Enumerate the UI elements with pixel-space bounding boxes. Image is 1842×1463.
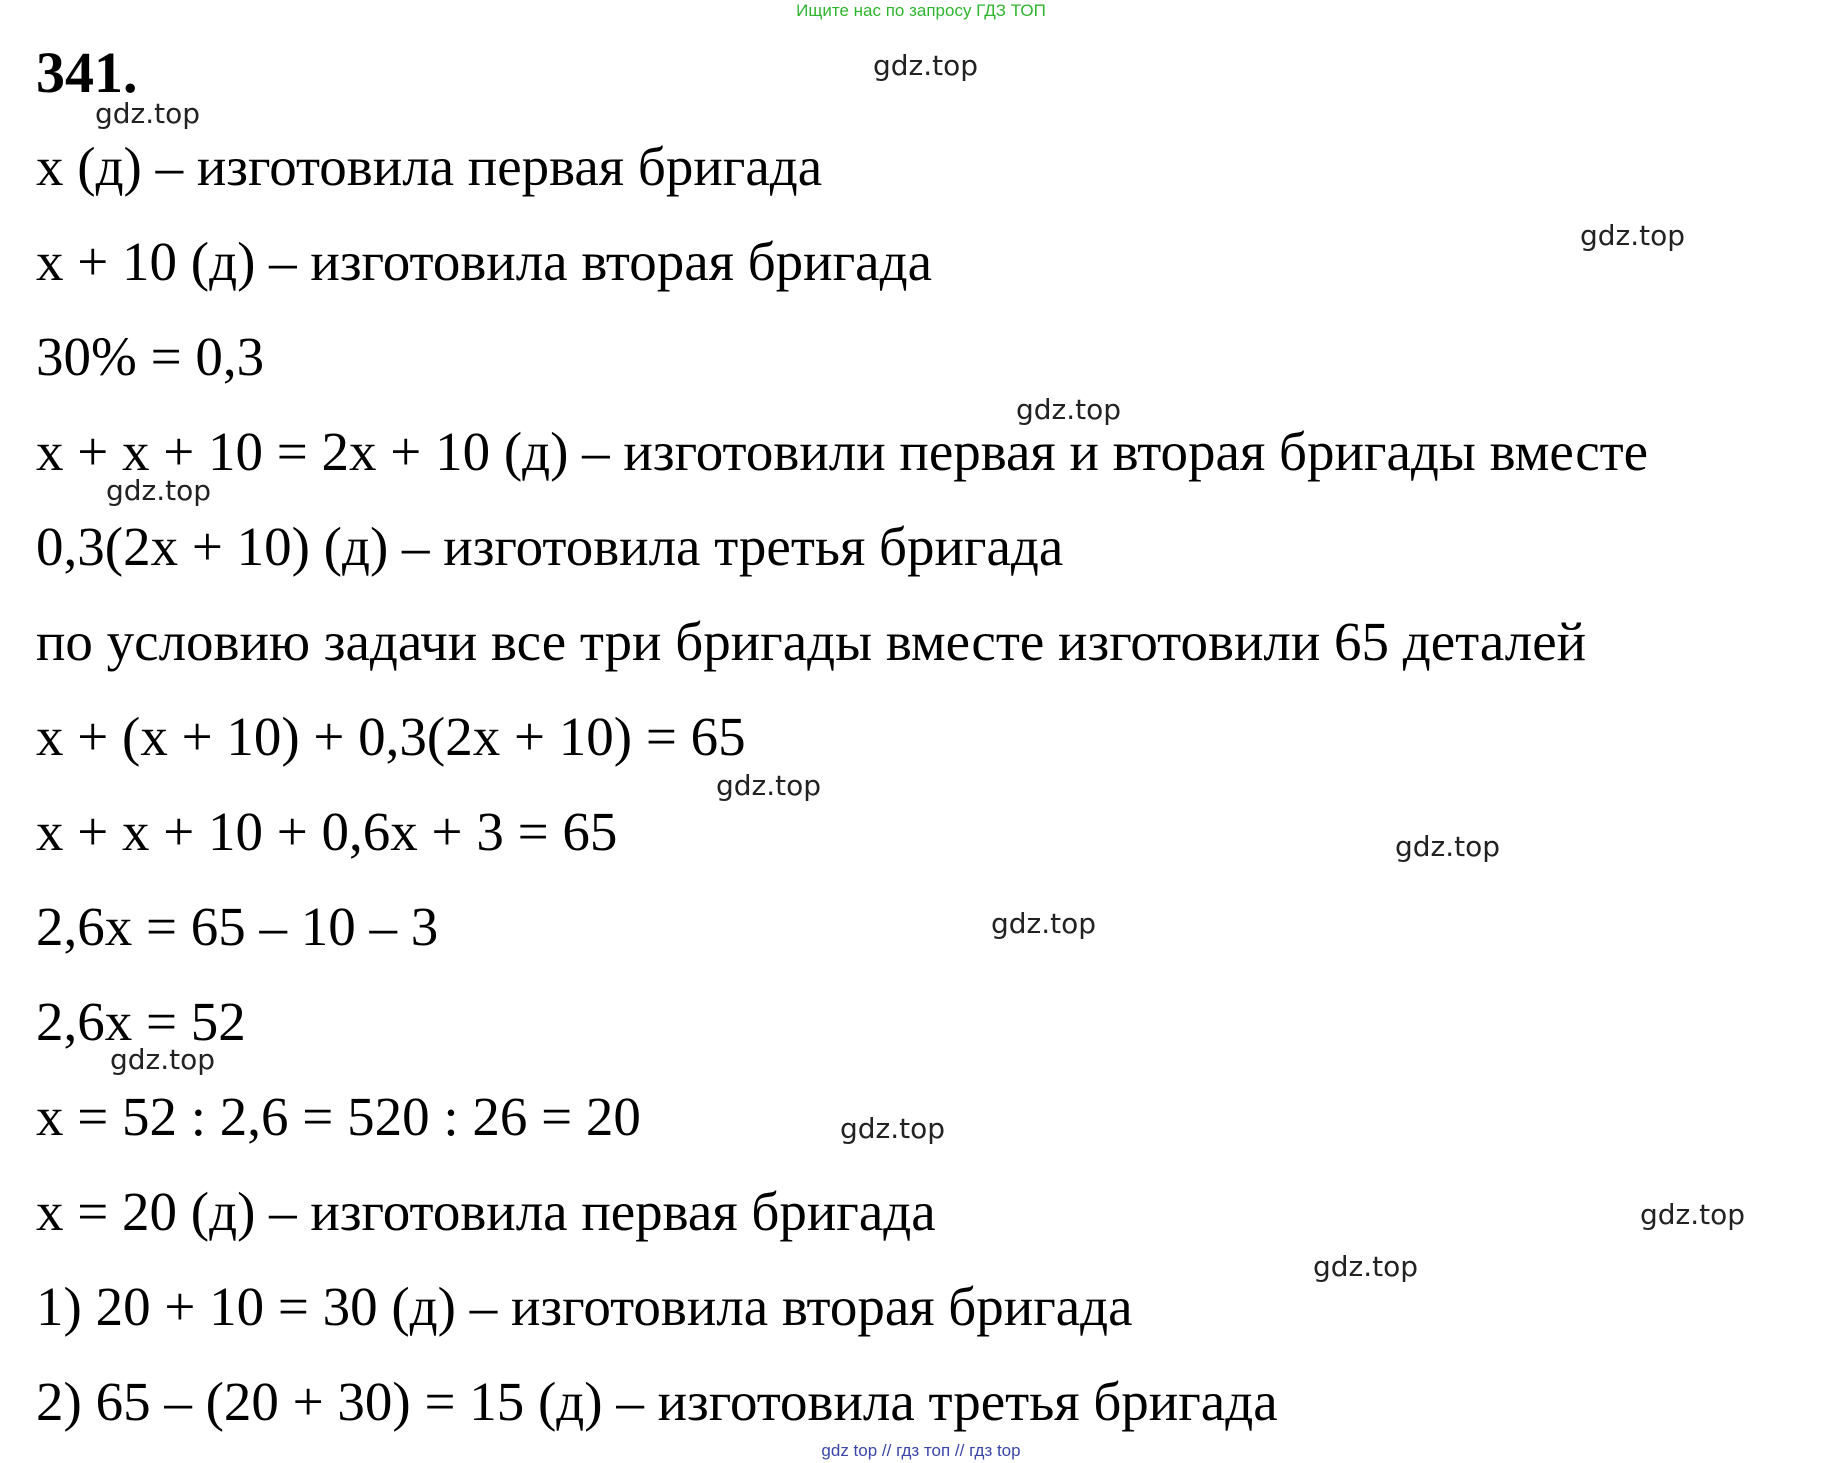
solution-line: x + 10 (д) – изготовила вторая бригада — [36, 231, 932, 292]
solution-line: 2,6x = 52 — [36, 991, 246, 1052]
task-number: 341. — [36, 40, 138, 105]
solution-line: 2) 65 – (20 + 30) = 15 (д) – изготовила третья бригада — [36, 1371, 1278, 1432]
watermark: gdz.top — [110, 1043, 216, 1076]
solution-line: 30% = 0,3 — [36, 326, 265, 387]
solution-line: 1) 20 + 10 = 30 (д) – изготовила вторая бригада — [36, 1276, 1133, 1337]
watermark: gdz.top — [1580, 219, 1686, 252]
solution-line: 0,3(2x + 10) (д) – изготовила третья бригада — [36, 516, 1064, 577]
solution-line: x = 52 : 2,6 = 520 : 26 = 20 — [36, 1086, 641, 1147]
footer: gdz top // гдз топ // гдз top — [821, 1441, 1021, 1460]
watermark: gdz.top — [95, 97, 201, 130]
watermark: gdz.top — [1313, 1250, 1419, 1283]
top-banner: Ищите нас по запросу ГДЗ ТОП — [796, 1, 1046, 20]
watermark: gdz.top — [716, 769, 822, 802]
watermark: gdz.top — [106, 474, 212, 507]
watermark: gdz.top — [1016, 393, 1122, 426]
solution-line: x + x + 10 = 2x + 10 (д) – изготовили первая и вторая бригады вместе — [36, 421, 1649, 482]
solution-line: x + (x + 10) + 0,3(2x + 10) = 65 — [36, 706, 746, 767]
watermark: gdz.top — [1395, 830, 1501, 863]
watermark: gdz.top — [1640, 1198, 1746, 1231]
watermark: gdz.top — [873, 49, 979, 82]
solution-line: x + x + 10 + 0,6x + 3 = 65 — [36, 801, 618, 862]
watermark: gdz.top — [840, 1112, 946, 1145]
solution-line: по условию задачи все три бригады вместе изготовили 65 деталей — [36, 611, 1587, 672]
watermark: gdz.top — [991, 907, 1097, 940]
solution-line: 2,6x = 65 – 10 – 3 — [36, 896, 439, 957]
solution-line: x (д) – изготовила первая бригада — [36, 136, 823, 197]
solution-line: x = 20 (д) – изготовила первая бригада — [36, 1181, 936, 1242]
